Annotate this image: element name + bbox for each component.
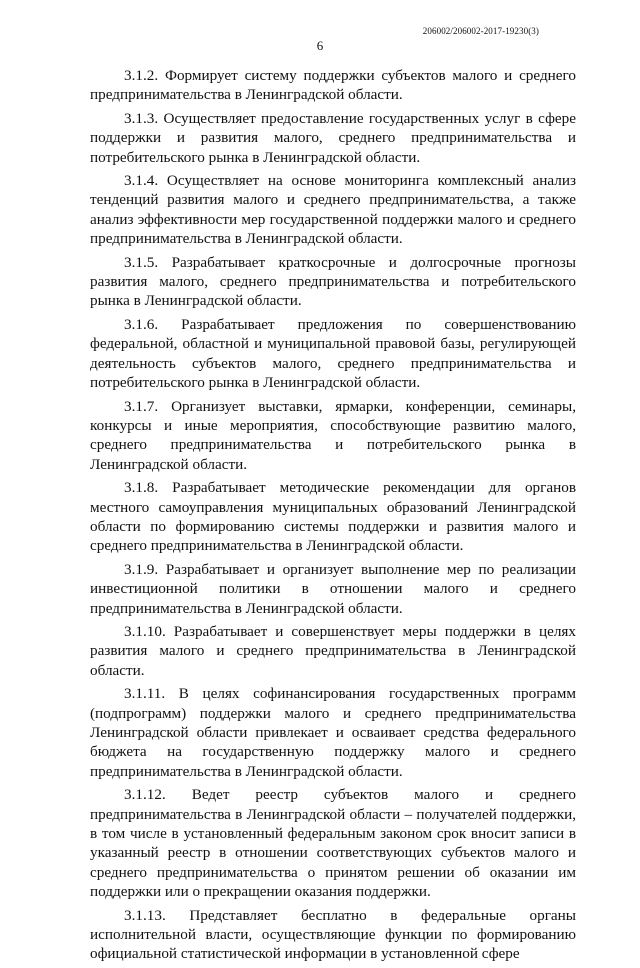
paragraph-3-1-5: 3.1.5. Разрабатывает краткосрочные и долгосрочные прогнозы развития малого, среднего предпринимательства и потребительского рынка в Ленинградской области.: [90, 253, 576, 310]
paragraph-3-1-6: 3.1.6. Разрабатывает предложения по совершенствованию федеральной, областной и муниципальной правовой базы, регулирующей деятельность субъектов малого, среднего предпринимательства и потребительского рынка в Ленинградской области.: [90, 315, 576, 392]
document-id: 206002/206002-2017-19230(3): [422, 26, 539, 36]
paragraph-3-1-13: 3.1.13. Представляет бесплатно в федеральные органы исполнительной власти, осуществляющие функции по формированию официальной статистической информации в установленной сфере: [90, 906, 576, 963]
document-body: [90, 66, 576, 968]
paragraph-3-1-4: 3.1.4. Осуществляет на основе мониторинга комплексный анализ тенденций развития малого и среднего предпринимательства, а также анализ эффективности мер государственной поддержки малого и среднего предпринимательства в Ленинградской области.: [90, 172, 576, 248]
paragraph-3-1-12: 3.1.12. Ведет реестр субъектов малого и среднего предпринимательства в Ленинградской области – получателей поддержки, в том числе в установленный федеральным законом срок вносит записи в указанный реестр в отношении соответствующих субъектов малого и среднего предпринимательства о принятом решении об оказании им поддержки или о прекращении оказания поддержки.: [90, 786, 576, 901]
paragraph-3-1-9: 3.1.9. Разрабатывает и организует выполнение мер по реализации инвестиционной политики в отношении малого и среднего предпринимательства в Ленинградской области.: [90, 560, 576, 617]
paragraph-3-1-10: 3.1.10. Разрабатывает и совершенствует меры поддержки в целях развития малого и среднего предпринимательства в Ленинградской области.: [90, 622, 576, 679]
paragraph-3-1-7: 3.1.7. Организует выставки, ярмарки, конференции, семинары, конкурсы и иные мероприятия, способствующие развитию малого, среднего предпринимательства и потребительского рынка в Ленинградской области.: [90, 397, 576, 473]
page-number: 6: [316, 38, 324, 53]
paragraph-3-1-2: 3.1.2. Формирует систему поддержки субъектов малого и среднего предпринимательства в Ленинградской области.: [90, 67, 576, 104]
paragraph-3-1-3: 3.1.3. Осуществляет предоставление государственных услуг в сфере поддержки и развития малого, среднего предпринимательства и потребительского рынка в Ленинградской области.: [90, 109, 576, 166]
paragraph-3-1-11: 3.1.11. В целях софинансирования государственных программ (подпрограмм) поддержки малого и среднего предпринимательства Ленинградской области привлекает и осваивает средства федерального бюджета на государственную поддержку малого и среднего предпринимательства в Ленинградской области.: [90, 685, 576, 780]
paragraph-3-1-8: 3.1.8. Разрабатывает методические рекомендации для органов местного самоуправления муниципальных образований Ленинградской области по формированию системы поддержки и развития малого и среднего предпринимательства в Ленинградской области.: [90, 479, 576, 555]
